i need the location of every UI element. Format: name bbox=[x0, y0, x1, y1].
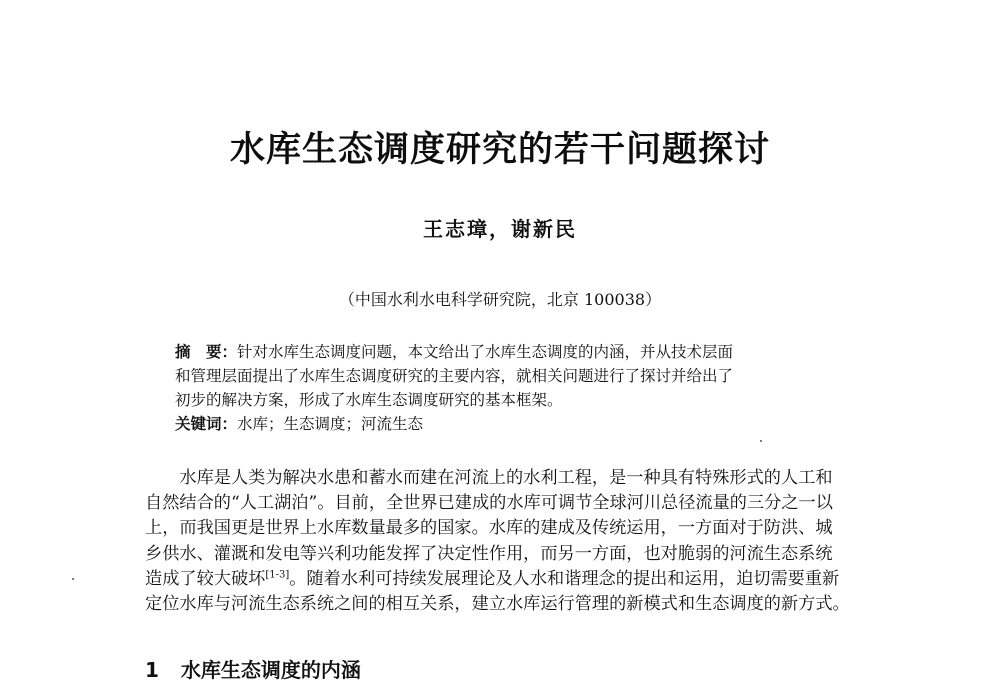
body-line: 乡供水、灌溉和发电等兴利功能发挥了决定性作用，而另一方面，也对脆弱的河流生态系统 bbox=[145, 543, 833, 564]
body-text: 。随着水利可持续发展理论及人水和谐理念的提出和运用，迫切需要重新 bbox=[289, 568, 840, 589]
abstract-line: 和管理层面提出了水库生态调度研究的主要内容，就相关问题进行了探讨并给出了 bbox=[175, 367, 734, 385]
body-paragraph bbox=[145, 466, 865, 617]
body-line: 定位水库与河流生态系统之间的相互关系，建立水库运行管理的新模式和生态调度的新方式。 bbox=[145, 594, 850, 615]
body-line: 水库是人类为解决水患和蓄水而建在河流上的水利工程，是一种具有特殊形式的人工和 bbox=[145, 468, 833, 488]
keywords-line bbox=[175, 412, 815, 436]
section-heading bbox=[145, 654, 361, 683]
abstract-line: 初步的解决方案，形成了水库生态调度研究的基本框架。 bbox=[175, 391, 563, 409]
body-text: 造成了较大破坏 bbox=[145, 568, 266, 589]
body-line bbox=[145, 567, 865, 592]
scan-speck bbox=[72, 578, 74, 580]
author-affiliation: （中国水利水电科学研究院，北京 100038） bbox=[338, 290, 662, 309]
abstract-label: 摘 要： bbox=[175, 343, 238, 361]
scan-speck bbox=[760, 440, 762, 442]
keywords-text: 水库；生态调度；河流生态 bbox=[237, 415, 424, 433]
section-title: 水库生态调度的内涵 bbox=[180, 658, 361, 682]
body-line: 自然结合的“人工湖泊”。目前，全世界已建成的水库可调节全球河川总径流量的三分之一以 bbox=[145, 493, 833, 514]
section-number: 1 bbox=[145, 658, 159, 682]
keywords-label: 关键词： bbox=[175, 415, 238, 433]
paper-title: 水库生态调度研究的若干问题探讨 bbox=[229, 130, 770, 170]
body-line: 上，而我国更是世界上水库数量最多的国家。水库的建成及传统运用，一方面对于防洪、城 bbox=[145, 518, 833, 539]
abstract-line bbox=[175, 340, 815, 364]
paper-authors: 王志璋，谢新民 bbox=[423, 217, 577, 241]
citation-ref: [1-3] bbox=[265, 569, 290, 581]
abstract-block bbox=[175, 340, 815, 436]
abstract-text: 针对水库生态调度问题，本文给出了水库生态调度的内涵，并从技术层面 bbox=[237, 343, 734, 361]
